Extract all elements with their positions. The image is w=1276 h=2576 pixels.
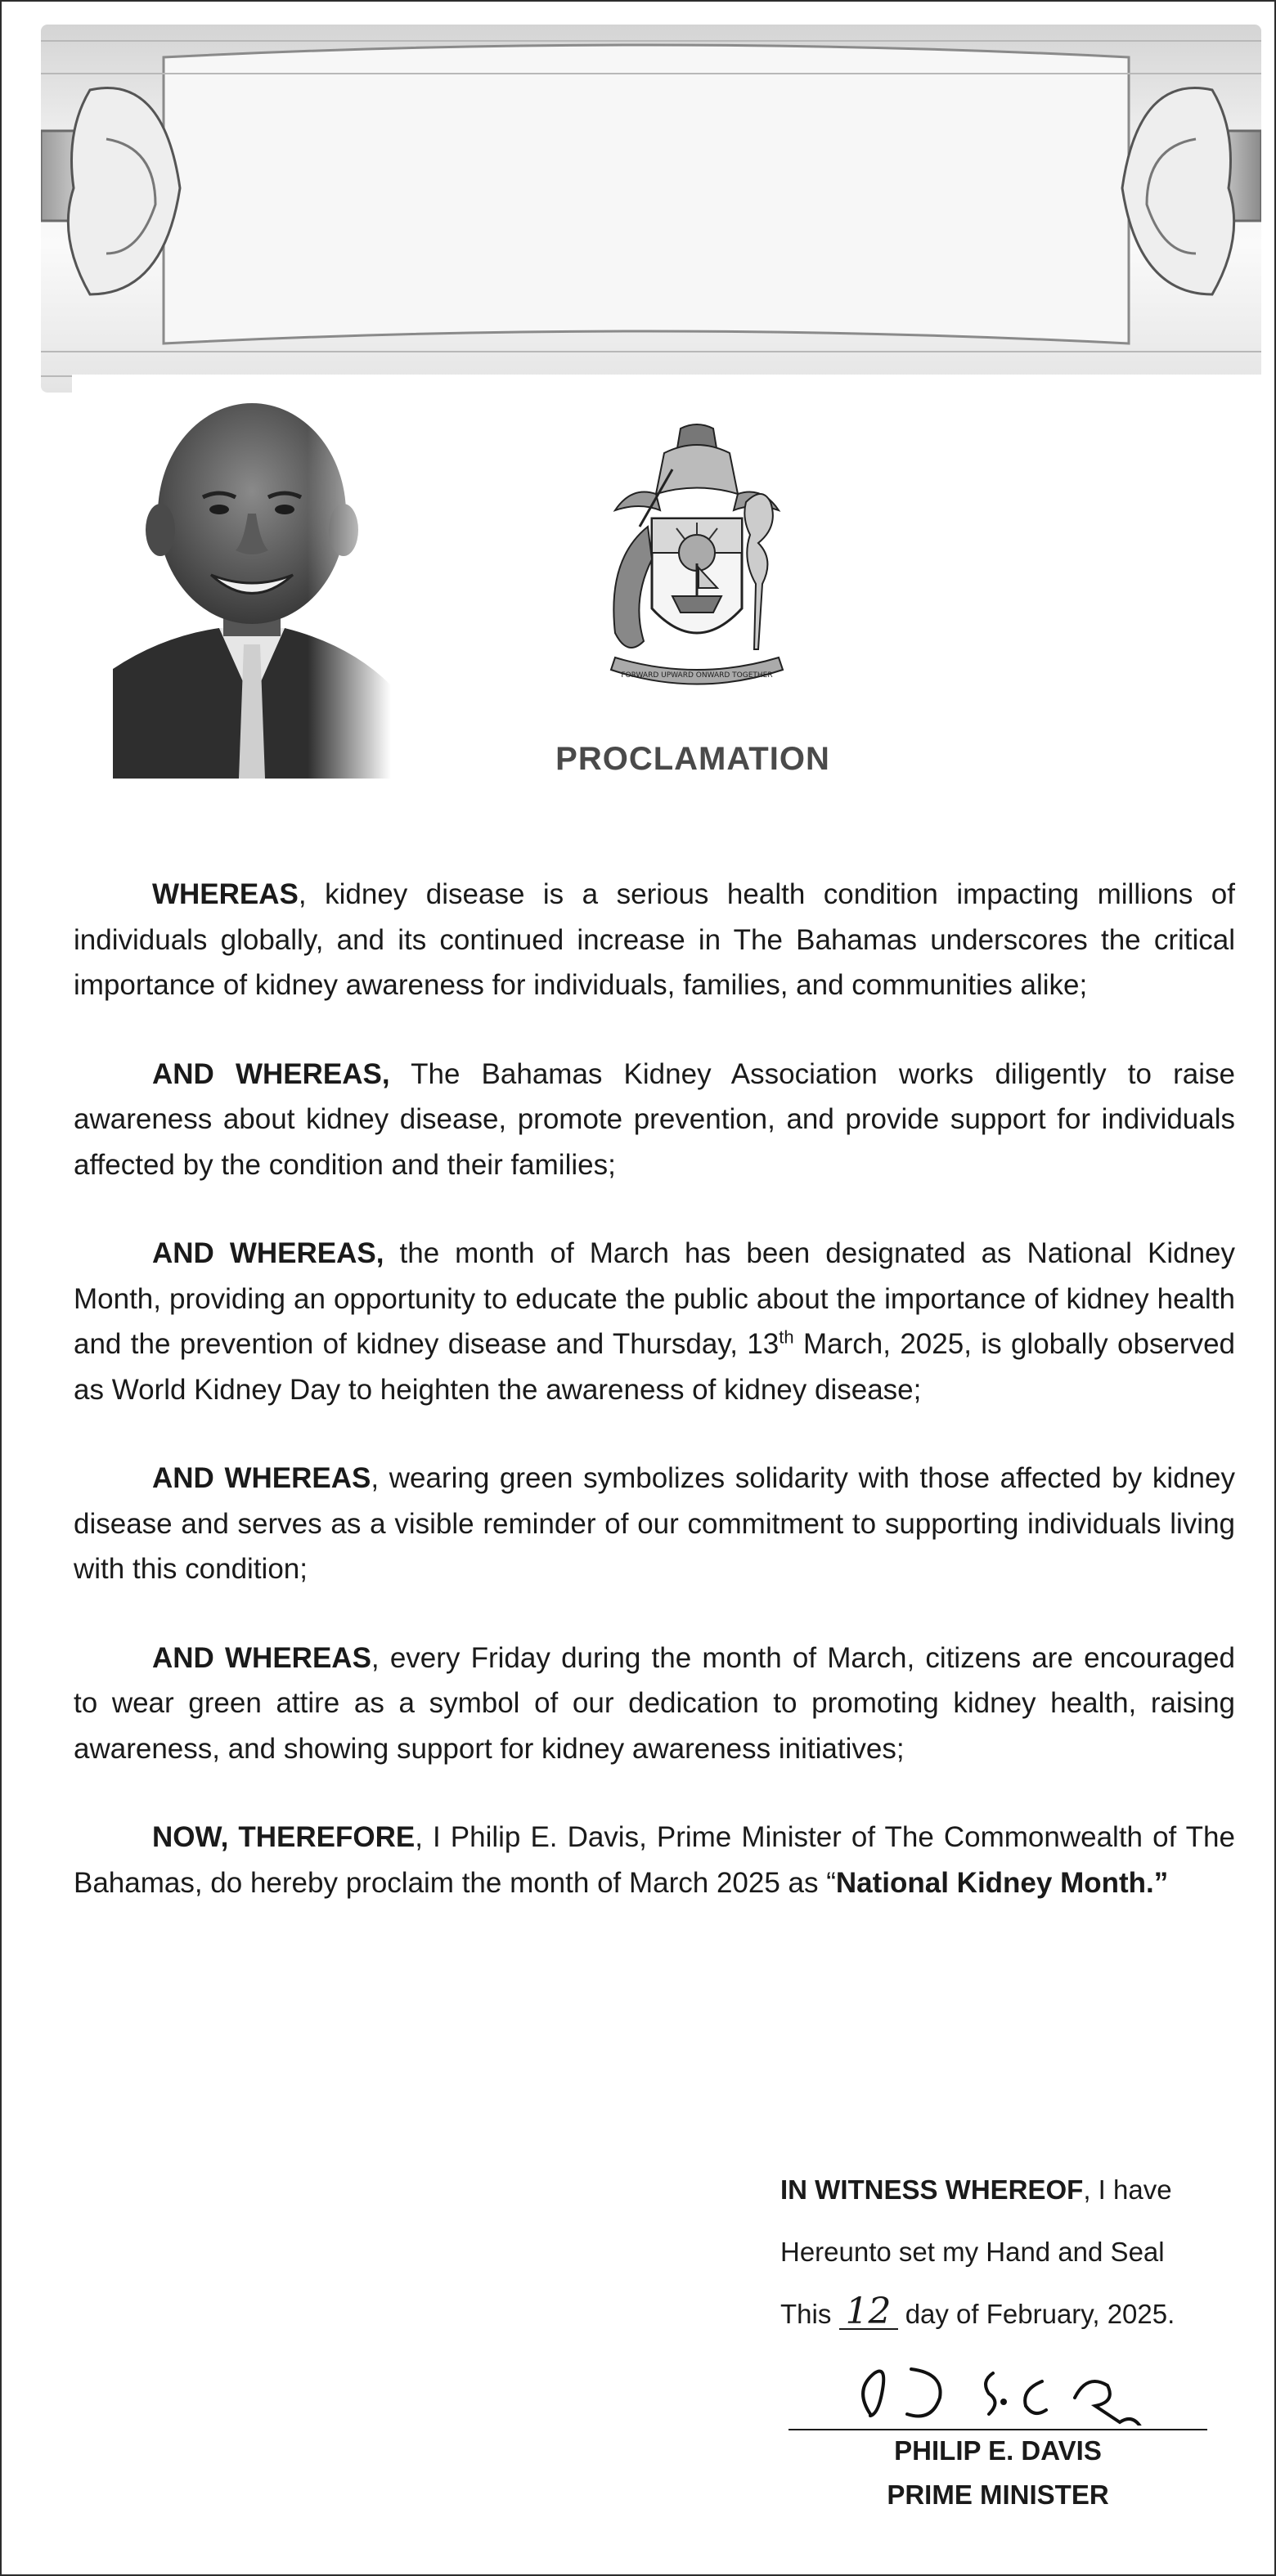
paragraph-lead: NOW, THEREFORE (152, 1821, 416, 1853)
witness-line-1-rest: , I have (1083, 2174, 1172, 2205)
paragraph-text: the month of March has been designated as National Kidney Month, providing an opportunity to educate the public about the importance of kidney health and the prevention of kidney disease and Thursday, 13 (74, 1237, 1235, 1360)
paragraph-text: , wearing green symbolizes solidarity with those affected by kidney disease and serves as a visible reminder of our commitment to supporting individuals living with this condition; (74, 1462, 1235, 1585)
witness-line-1 (780, 2159, 1238, 2221)
witness-date-text: day of February, 2025. (905, 2299, 1175, 2329)
signatory-name: PHILIP E. DAVIS (894, 2435, 1102, 2466)
page-title: PROCLAMATION (555, 741, 830, 777)
paragraph-text: , every Friday during the month of March, citizens are encouraged to wear green attire as a symbol of our dedication to promoting kidney health, raising awareness, and showing support for kidney awareness initiatives; (74, 1641, 1235, 1765)
paragraph-1 (74, 872, 1235, 1008)
paragraph-text: , kidney disease is a serious health condition impacting millions of individuals globally, and its continued increase in The Bahamas underscores the critical importance of kidney awareness for individuals, families, and communities alike; (74, 878, 1235, 1001)
paragraph-text: The Bahamas Kidney Association works diligently to raise awareness about kidney disease, promote prevention, and provide support for individuals affected by the condition and their families; (74, 1057, 1235, 1181)
signature-line (789, 2429, 1207, 2430)
paragraph-5 (74, 1636, 1235, 1772)
paragraph-lead: WHEREAS (152, 878, 299, 910)
paragraph-lead: AND WHEREAS (152, 1462, 371, 1494)
paragraph-3 (74, 1231, 1235, 1412)
ordinal-suffix: th (779, 1326, 794, 1348)
paragraph-lead: AND WHEREAS, (152, 1057, 390, 1090)
paragraph-4 (74, 1456, 1235, 1592)
paragraph-6 (74, 1815, 1235, 1905)
witness-line-3 (780, 2283, 1238, 2345)
witness-block (780, 2159, 1238, 2345)
paragraph-lead: AND WHEREAS (152, 1641, 371, 1674)
paragraph-2 (74, 1052, 1235, 1188)
witness-this: This (780, 2299, 832, 2329)
proclamation-body (74, 872, 1235, 1949)
paragraph-text: , I Philip E. Davis, Prime Minister of The Commonwealth of The Bahamas, do hereby proclaim the month of March 2025 as “ (74, 1821, 1235, 1899)
paragraph-text-continued: March, 2025, is globally observed as World Kidney Day to heighten the awareness of kidney disease; (74, 1328, 1235, 1406)
paragraph-lead: AND WHEREAS, (152, 1237, 384, 1269)
scroll-banner-illustration (41, 25, 1261, 393)
handwritten-signature (838, 2357, 1211, 2426)
witness-line-2: Hereunto set my Hand and Seal (780, 2237, 1165, 2267)
proclaimed-month: National Kidney Month.” (835, 1866, 1169, 1899)
witness-lead: IN WITNESS WHEREOF (780, 2174, 1084, 2205)
signatory-role: PRIME MINISTER (887, 2480, 1109, 2510)
coat-of-arms-motto: FORWARD UPWARD ONWARD TOGETHER (621, 671, 773, 680)
coat-of-arms-emblem (582, 420, 811, 715)
prime-minister-portrait (113, 375, 391, 779)
handwritten-day: 12 (839, 2296, 898, 2330)
